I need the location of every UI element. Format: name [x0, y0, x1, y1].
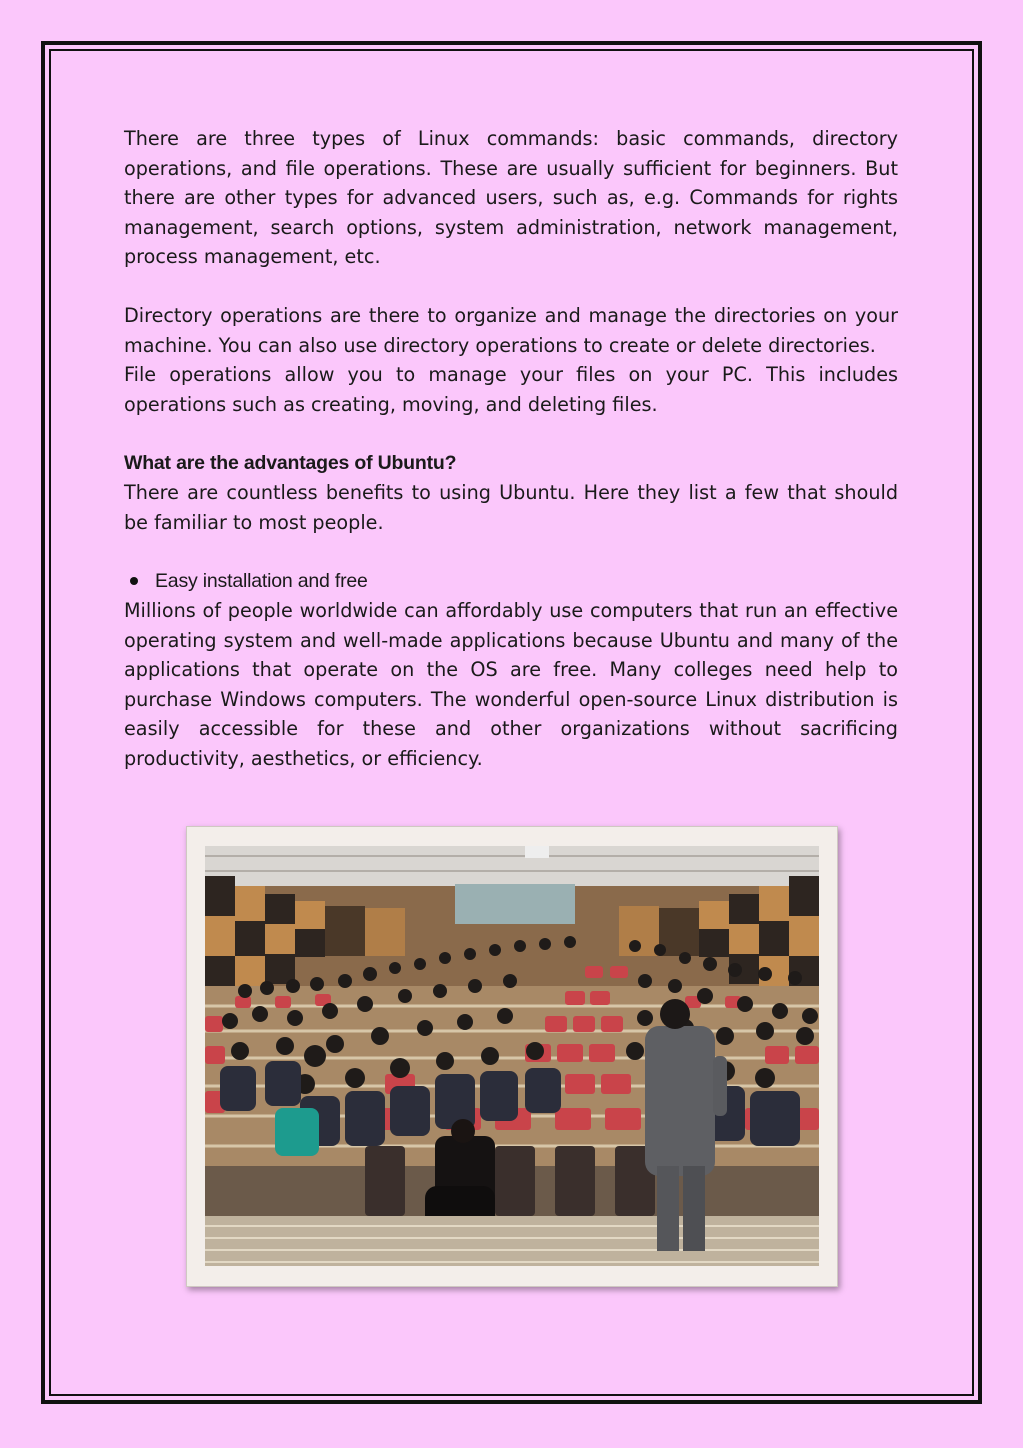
advantages-heading: What are the advantages of Ubuntu? — [124, 451, 457, 474]
bullet-title: Easy installation and free — [155, 569, 368, 592]
spacer — [124, 419, 898, 449]
advantages-paragraph: There are countless benefits to using Ubuntu. Here they list a few that should be familiar to most people. — [124, 481, 898, 534]
bullet-icon — [130, 577, 138, 585]
bullet-paragraph: Millions of people worldwide can affordably use computers that run an effective operating system and well-made applications because Ubuntu and many of the applications that operate on the OS are free. Many colleges need help to purchase Windows computers. The wonderful open-source Linux distribution is easily accessible for these and other organizations without sacrificing productivity, aesthetics, or efficiency. — [124, 599, 898, 770]
document-body — [124, 124, 898, 773]
bullet-item — [124, 567, 898, 597]
file-operations-paragraph: File operations allow you to manage your files on your PC. This includes operations such as creating, moving, and deleting files. — [124, 363, 898, 416]
directory-paragraph: Directory operations are there to organize and manage the directories on your machine. You can also use directory operations to create or delete directories. — [124, 304, 898, 357]
lecture-hall-photo — [205, 846, 819, 1266]
photo-frame — [186, 826, 838, 1287]
intro-paragraph: There are three types of Linux commands: basic commands, directory operations, and file operations. These are usually sufficient for beginners. But there are other types for advanced users, such as, e.g. Commands for rights management, search options, system administration, network management, process management, etc. — [124, 127, 898, 268]
spacer — [124, 272, 898, 302]
lecture-hall-illustration — [205, 846, 819, 1266]
spacer — [124, 537, 898, 567]
